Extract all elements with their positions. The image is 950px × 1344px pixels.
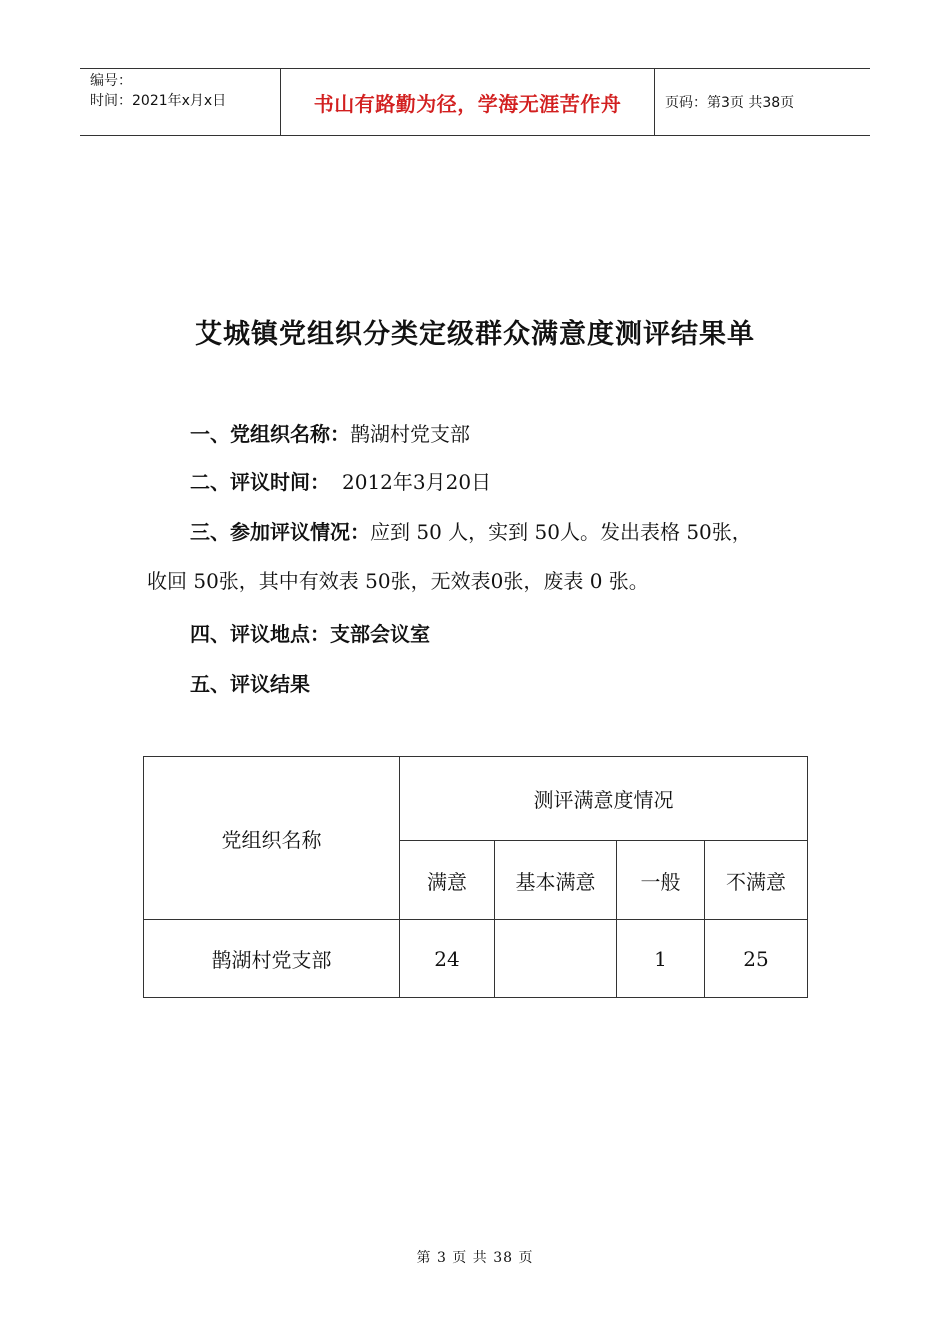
document-header — [80, 68, 870, 136]
section-location — [190, 620, 430, 648]
table-cell-basically-satisfied — [495, 920, 617, 998]
table-header-row — [144, 757, 808, 841]
section-participation-label: 三、参加评议情况： — [190, 520, 370, 544]
section-review-time — [190, 468, 491, 496]
result-table — [143, 756, 808, 998]
table-col-satisfied: 满意 — [400, 841, 495, 920]
section-result-label: 五、评议结果 — [190, 672, 310, 696]
header-time-label: 时间：2021年x月x日 — [90, 93, 227, 109]
table-col-dissatisfied: 不满意 — [705, 841, 808, 920]
table-cell-dissatisfied: 25 — [705, 920, 808, 998]
section-participation-line2: 收回 50张，其中有效表 50张，无效表0张，废表 0 张。 — [147, 569, 649, 593]
document-title: 艾城镇党组织分类定级群众满意度测评结果单 — [195, 319, 755, 350]
section-org-name — [190, 420, 470, 448]
section-review-time-value: 2012年3月20日 — [342, 470, 492, 494]
table-col-basically-satisfied: 基本满意 — [495, 841, 617, 920]
section-org-name-label: 一、党组织名称： — [190, 422, 350, 446]
table-org-header: 党组织名称 — [144, 757, 400, 920]
header-motto: 书山有路勤为径，学海无涯苦作舟 — [281, 69, 655, 135]
section-location-value: 支部会议室 — [330, 622, 430, 646]
table-cell-average: 1 — [617, 920, 705, 998]
table-cell-satisfied: 24 — [400, 920, 495, 998]
section-location-label: 四、评议地点： — [190, 622, 330, 646]
header-page-info: 页码：第3页 共38页 — [665, 95, 795, 111]
table-group-header: 测评满意度情况 — [400, 757, 808, 841]
section-participation-value-line1: 应到 50 人，实到 50人。发出表格 50张， — [370, 520, 752, 544]
header-meta — [80, 69, 281, 135]
section-participation — [190, 518, 752, 546]
header-number-label: 编号： — [90, 73, 132, 89]
table-row — [144, 920, 808, 998]
table-col-average: 一般 — [617, 841, 705, 920]
table-cell-org: 鹊湖村党支部 — [144, 920, 400, 998]
section-review-time-label: 二、评议时间： — [190, 470, 330, 494]
section-org-name-value: 鹊湖村党支部 — [350, 422, 470, 446]
page-footer: 第 3 页 共 38 页 — [416, 1250, 534, 1266]
section-result — [190, 670, 310, 698]
